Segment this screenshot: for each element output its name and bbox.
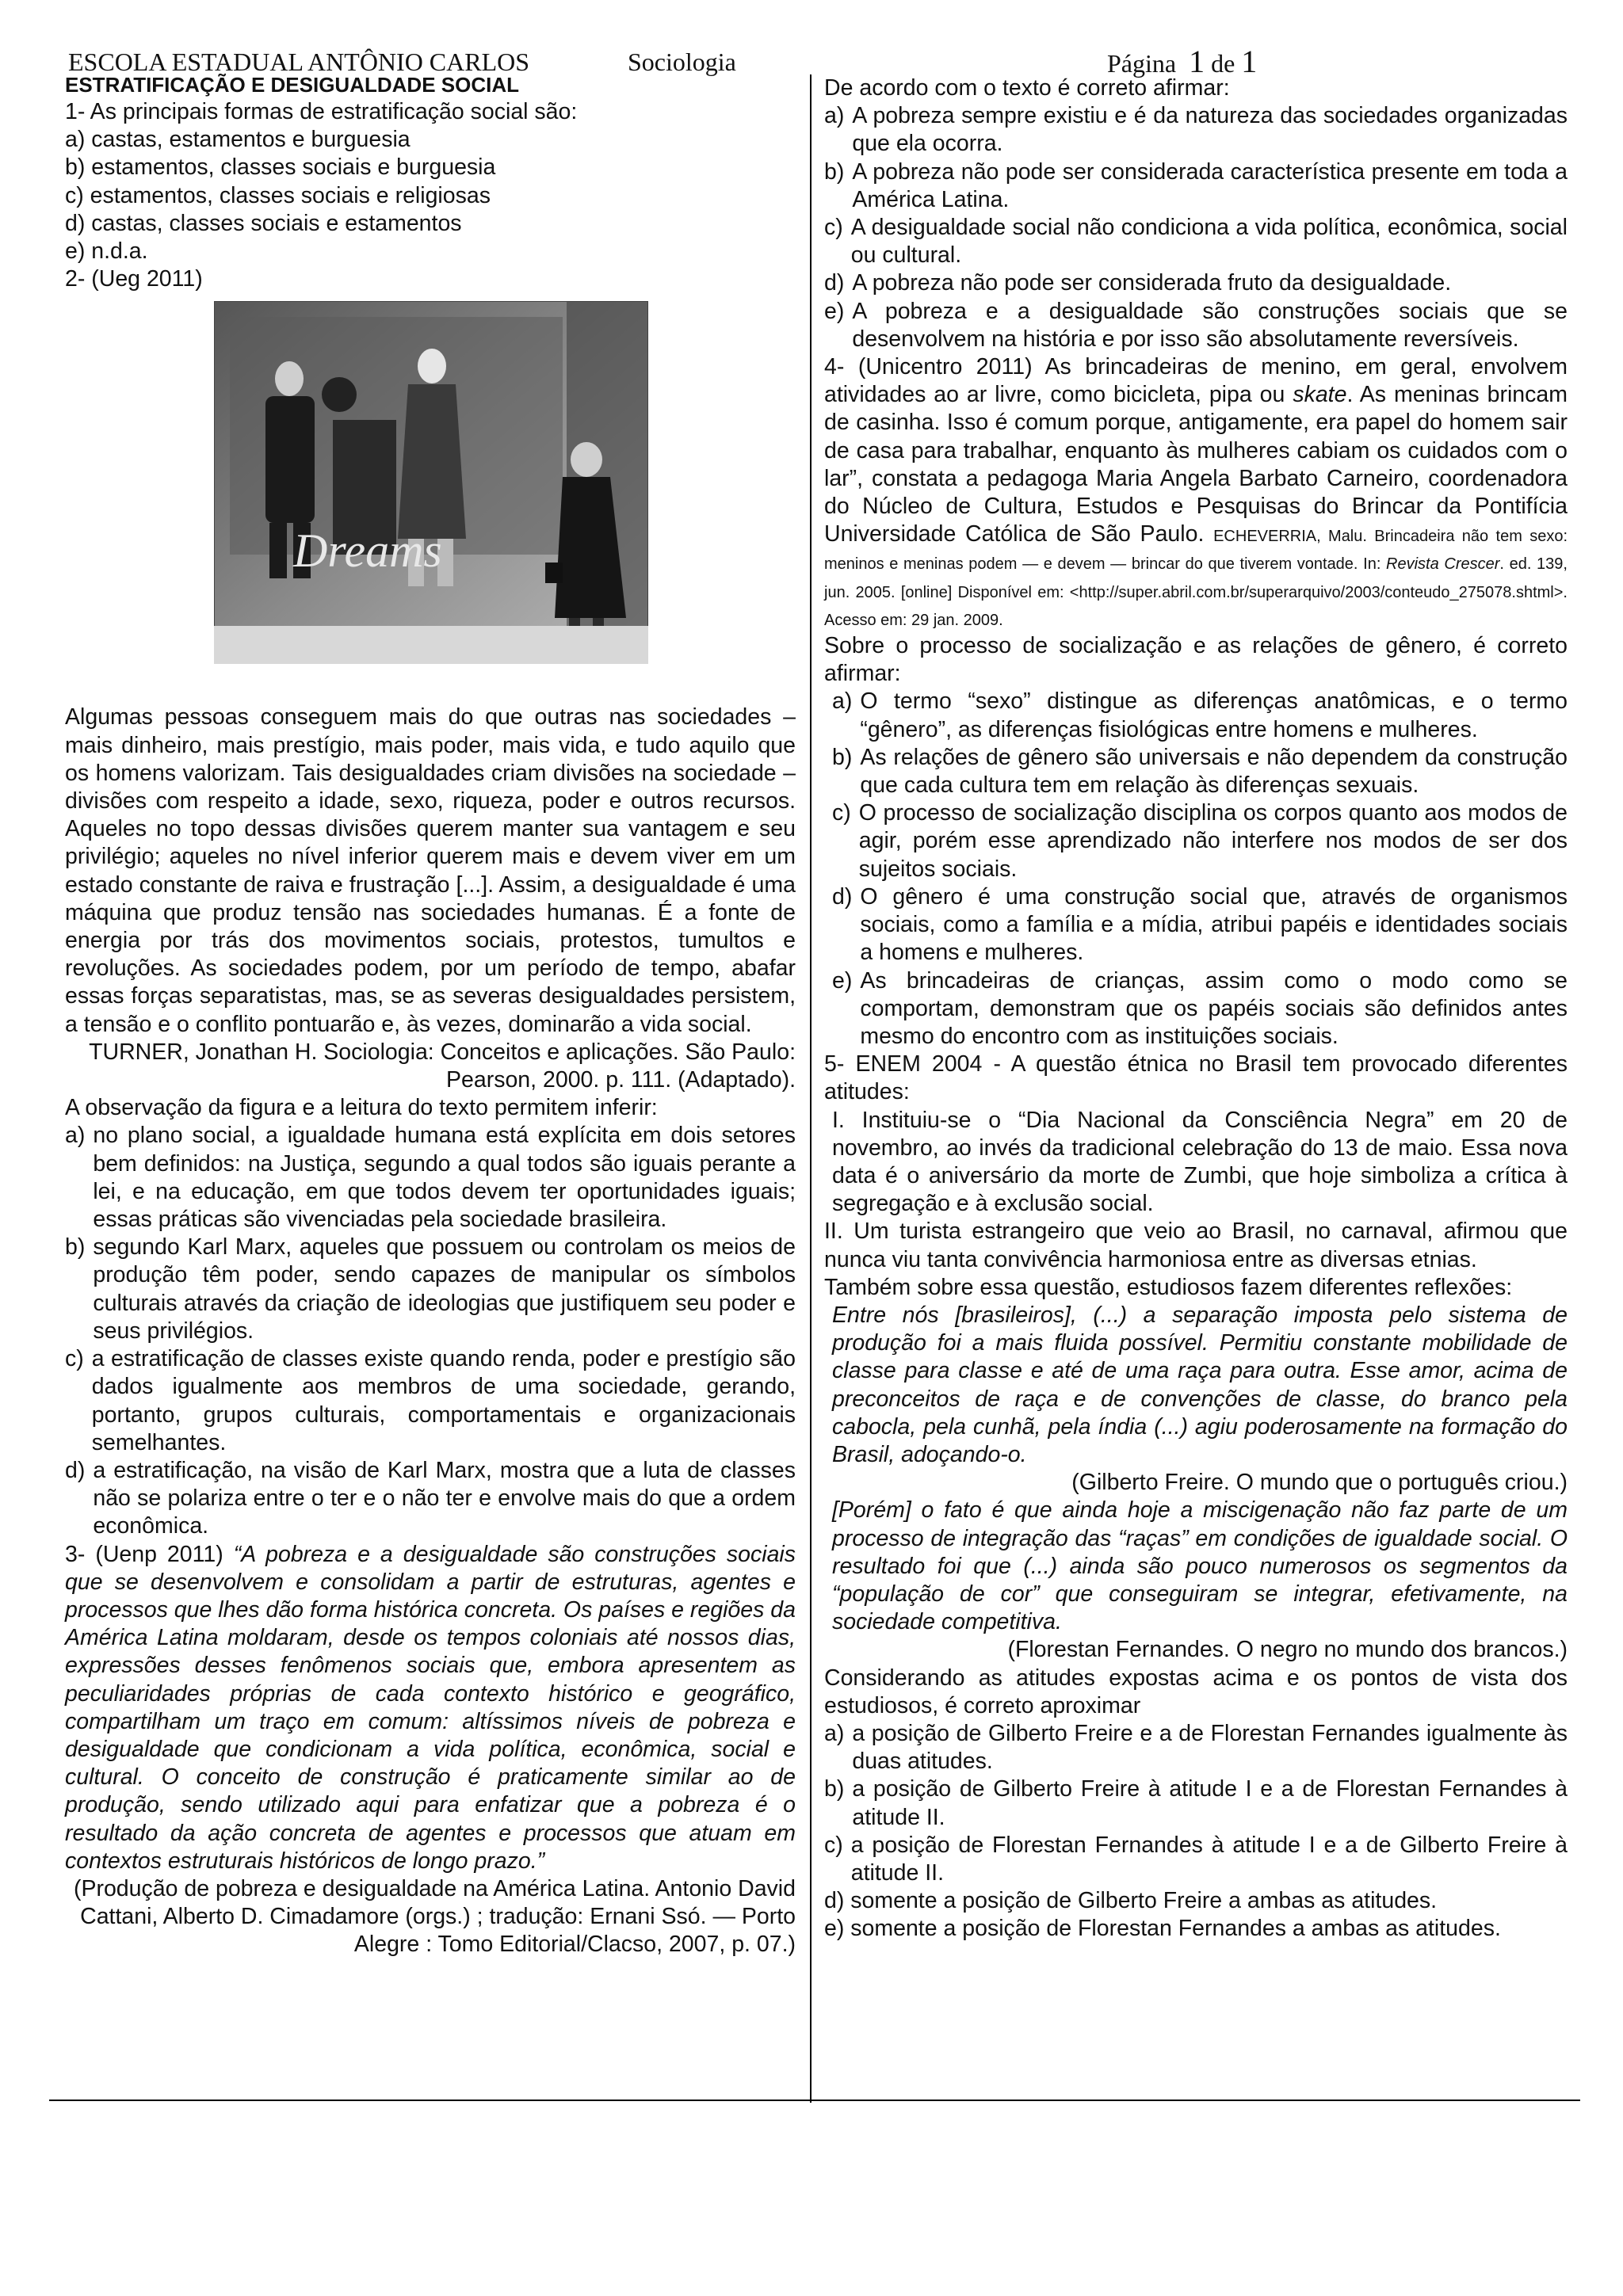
question-2 <box>65 265 796 1540</box>
q3-option-d-label: d) <box>824 270 845 296</box>
q5-option-d: d) somente a posição de Gilberto Freire a ambas as atitudes. <box>824 1888 1438 1914</box>
q2-text: Algumas pessoas conseguem mais do que outras nas sociedades – mais dinheiro, mais prestígio, mais poder, mais vida, e tudo aquilo que os homens valorizam. Tais desigualdades criam divisões na sociedade – divisões com respeito a idade, sexo, riqueza, poder e outros recursos. Aqueles no topo dessas divisões querem manter sua vantagem e seu privilégio; aqueles no nível inferior querem mais e devem viver em um estado constante de raiva e frustração [...]. Assim, a desigualdade é uma máquina que produz tensão nas sociedades humanas. É a fonte de energia por trás dos movimentos sociais, protestos, tumultos e revoluções. As sociedades podem, por um período de tempo, abafar essas forças separatistas, mas, se as severas desigualdades persistem, a tensão e o conflito pontuarão e, às vezes, dominarão a vida social. <box>65 704 796 1037</box>
q3-option-b <box>824 158 1568 214</box>
subject-name: Sociologia <box>628 48 736 76</box>
q3-option-d-text: A pobreza não pode ser considerada fruto da desigualdade. <box>852 270 1452 296</box>
q4-option-b: b) As relações de gênero são universais e não dependem da construção que cada cultura tem em relação às diferenças sexuais. <box>832 744 1568 799</box>
q2-option-c-text: a estratificação de classes existe quando renda, poder e prestígio são dados igualmente aos membros de uma sociedade, gerando, portanto, grupos culturais, comportamentais e organizacionais semelhantes. <box>91 1346 796 1455</box>
question-1 <box>65 98 796 265</box>
worksheet-title: ESTRATIFICAÇÃO E DESIGUALDADE SOCIAL <box>65 73 519 97</box>
question-4 <box>824 353 1568 1051</box>
q3-option-b-text: A pobreza não pode ser considerada característica presente em toda a América Latina. <box>852 158 1568 212</box>
q2-stem: 2- (Ueg 2011) <box>65 266 203 292</box>
q2-option-c <box>65 1345 796 1457</box>
q5-attitude-i: I. Instituiu-se o “Dia Nacional da Consciência Negra” em 20 de novembro, ao invés da tradicional celebração do 13 de maio. Essa nova data é o aniversário da morte de Zumbi, que hoje simboliza a crítica à segregação e à exclusão social. <box>832 1107 1568 1217</box>
q2-option-a <box>65 1122 796 1234</box>
q5-option-c: c) a posição de Florestan Fernandes à atitude I e a de Gilberto Freire à atitude II. <box>824 1832 1568 1886</box>
q5-quote-fernandes: [Porém] o fato é que ainda hoje a miscigenação não faz parte de um processo de integração das “raças” em condições de igualdade social. O resultado foi que (...) ainda são pouco numerosos os segmentos da “população de cor” que conseguiram se integrar, efetivamente, na sociedade competitiva. <box>832 1497 1568 1635</box>
q3-option-a-label: a) <box>824 103 845 129</box>
page-total: 1 <box>1241 44 1258 79</box>
question-3 <box>65 1541 796 1959</box>
q5-option-b: b) a posição de Gilberto Freire à atitude I e a de Florestan Fernandes à atitude II. <box>824 1776 1568 1830</box>
q5-option-e: e) somente a posição de Florestan Fernandes a ambas as atitudes. <box>824 1916 1501 1942</box>
q4-stem-post: . As meninas brincam de casinha. Isso é comum porque, antigamente, era papel do homem sair de casa para trabalhar, enquanto às mulheres cabiam os cuidados com o lar”, constata a pedagoga Maria Angela Barbato Carneiro, coordenadora do Núcleo de Cultura, Estudos e Pesquisas do Brincar da Pontifícia Universidade Católica de São Paulo. <box>824 382 1568 547</box>
q5-cite-fernandes: (Florestan Fernandes. O negro no mundo dos brancos.) <box>1007 1637 1568 1663</box>
q3-option-e <box>824 298 1568 353</box>
q1-option-a: a) castas, estamentos e burguesia <box>65 127 411 153</box>
school-name: ESCOLA ESTADUAL ANTÔNIO CARLOS <box>68 48 530 76</box>
right-column <box>824 74 1568 1943</box>
shop-window-photo <box>214 301 648 664</box>
q4-option-d: d) O gênero é uma construção social que, através de organismos sociais, como a família e a mídia, atribui papéis e identidades sociais a homens e mulheres. <box>832 883 1568 966</box>
q2-option-a-label: a) <box>65 1123 86 1149</box>
q1-option-e: e) n.d.a. <box>65 238 148 265</box>
q5-cite-freire: (Gilberto Freire. O mundo que o português criou.) <box>1071 1470 1568 1496</box>
q2-option-d-text: a estratificação, na visão de Karl Marx, mostra que a luta de classes não se polariza entre o ter e o não ter e envolve mais do que a ordem econômica. <box>93 1457 796 1539</box>
q2-option-d-label: d) <box>65 1457 86 1483</box>
q1-option-c: c) estamentos, classes sociais e religiosas <box>65 182 491 208</box>
q2-option-d <box>65 1457 796 1541</box>
q3-stem: 3- (Uenp 2011) <box>65 1541 223 1567</box>
q4-option-a: a) O termo “sexo” distingue as diferenças anatômicas, e o termo “gênero”, as diferenças fisiológicas entre homens e mulheres. <box>832 688 1568 742</box>
q4-option-c: c) O processo de socialização disciplina os corpos quanto aos modos de agir, porém esse aprendizado não interfere nos modos de ser dos sujeitos sociais. <box>832 800 1568 882</box>
page-word: Página <box>1107 49 1177 78</box>
q5-stem: 5- ENEM 2004 - A questão étnica no Brasil tem provocado diferentes atitudes: <box>824 1051 1568 1105</box>
q2-prompt: A observação da figura e a leitura do texto permitem inferir: <box>65 1095 658 1121</box>
q5-also: Também sobre essa questão, estudiosos fazem diferentes reflexões: <box>824 1274 1513 1300</box>
bottom-rule <box>49 2100 1580 2101</box>
q3-option-c-text: A desigualdade social não condiciona a vida política, econômica, social ou cultural. <box>850 215 1568 269</box>
q3-option-a <box>824 102 1568 158</box>
q1-stem: 1- As principais formas de estratificação social são: <box>65 99 578 124</box>
q5-quote-freire: Entre nós [brasileiros], (...) a separação imposta pelo sistema de produção foi a mais fluida possível. Permitiu constante mobilidade de classe para classe e até de uma raça para outra. Esse amor, acima de preconceitos de raça e de convenções de classe, do branco pela cabocla, pela cunhã, pela índia (...) agiu poderosamente na formação do Brasil, adoçando-o. <box>832 1302 1568 1467</box>
q5-option-a: a) a posição de Gilberto Freire e a de Florestan Fernandes igualmente às duas atitudes. <box>824 1720 1568 1775</box>
q3-option-c-label: c) <box>824 215 843 241</box>
q4-stem-italic: skate <box>1293 382 1347 408</box>
q3-option-d <box>824 269 1568 297</box>
q3-option-c <box>824 214 1568 269</box>
photo-window-text: Dreams <box>293 524 442 578</box>
q4-stem-pre: 4- (Unicentro 2011) As brincadeiras de menino, em geral, envolvem atividades ao ar livre, como bicicleta, pipa ou <box>824 354 1568 408</box>
q2-option-a-text: no plano social, a igualdade humana está explícita em dois setores bem definidos: na Justiça, segundo a qual todos são iguais perante a lei, e na educação, em que todos devem ter oportunidades iguais; essas práticas são vivenciadas pela sociedade brasileira. <box>93 1123 796 1233</box>
q4-prompt: Sobre o processo de socialização e as relações de gênero, é correto afirmar: <box>824 633 1568 687</box>
q2-option-c-label: c) <box>65 1346 84 1372</box>
q3-option-e-label: e) <box>824 298 845 324</box>
q1-option-b: b) estamentos, classes sociais e burguesia <box>65 154 496 181</box>
q1-option-d: d) castas, classes sociais e estamentos <box>65 210 462 236</box>
q3-prompt: De acordo com o texto é correto afirmar: <box>824 75 1230 101</box>
shop-window-photo-image <box>214 301 648 664</box>
q3-option-b-label: b) <box>824 158 845 185</box>
q5-prompt: Considerando as atitudes expostas acima e os pontos de vista dos estudiosos, é correto aproximar <box>824 1665 1568 1718</box>
q3-option-e-text: A pobreza e a desigualdade são construções sociais que se desenvolvem na história e por isso são absolutamente reversíveis. <box>852 298 1568 352</box>
column-divider <box>810 74 812 2103</box>
q2-option-b-text: segundo Karl Marx, aqueles que possuem ou controlam os meios de produção têm poder, sendo capazes de manipular os símbolos culturais através da criação de ideologias que justifiquem seu poder e seus privilégios. <box>93 1234 796 1344</box>
q2-source: TURNER, Jonathan H. Sociologia: Conceitos e aplicações. São Paulo: Pearson, 2000. p. 111. (Adaptado). <box>89 1039 796 1093</box>
q5-attitude-ii: II. Um turista estrangeiro que veio ao Brasil, no carnaval, afirmou que nunca viu tanta convivência harmoniosa entre as diversas etnias. <box>824 1219 1568 1272</box>
question-5 <box>824 1051 1568 1943</box>
q3-quote: “A pobreza e a desigualdade são construções sociais que se desenvolvem e consolidam a partir de estruturas, agentes e processos que lhes dão forma histórica concreta. Os países e regiões da América Latina moldaram, desde os tempos coloniais até nossos dias, expressões desses fenômenos sociais que, embora apresentem as peculiaridades próprias de cada contexto histórico e geográfico, compartilham um traço em comum: altíssimos níveis de pobreza e desigualdade que condicionam a vida política, econômica, social e cultural. O conceito de construção é praticamente similar ao de produção, sendo utilizado aqui para enfatizar que a pobreza é o resultado da ação concreta de agentes e processos que atuam em contextos estruturais históricos de longo prazo.” <box>65 1541 796 1874</box>
q3-option-a-text: A pobreza sempre existiu e é da natureza das sociedades organizadas que ela ocorra. <box>852 103 1568 157</box>
left-column <box>65 74 796 1959</box>
q3-source: (Produção de pobreza e desigualdade na América Latina. Antonio David Cattani, Alberto D. Cimadamore (orgs.) ; tradução: Ernani Ssó. — Porto Alegre : Tomo Editorial/Clacso, 2007, p. 07.) <box>73 1875 796 1958</box>
q4-reference: ECHEVERRIA, Malu. Brincadeira não tem sexo: meninos e meninas podem — e devem — brincar do que tiverem vontade. In: Revista Crescer. ed. 139, jun. 2005. [online] Disponível em: <http://super.abril.com.br/superarquivo/2003/conteudo_275078.shtml>. Acesso em: 29 jan. 2009. <box>824 528 1568 629</box>
q2-option-b-label: b) <box>65 1234 86 1261</box>
page-of: de <box>1211 49 1235 78</box>
q4-option-e: e) As brincadeiras de crianças, assim como o modo como se comportam, demonstram que os papéis sociais são definidos antes mesmo do encontro com as instituições sociais. <box>832 967 1568 1049</box>
q2-option-b <box>65 1234 796 1345</box>
page-number: 1 <box>1189 44 1205 79</box>
